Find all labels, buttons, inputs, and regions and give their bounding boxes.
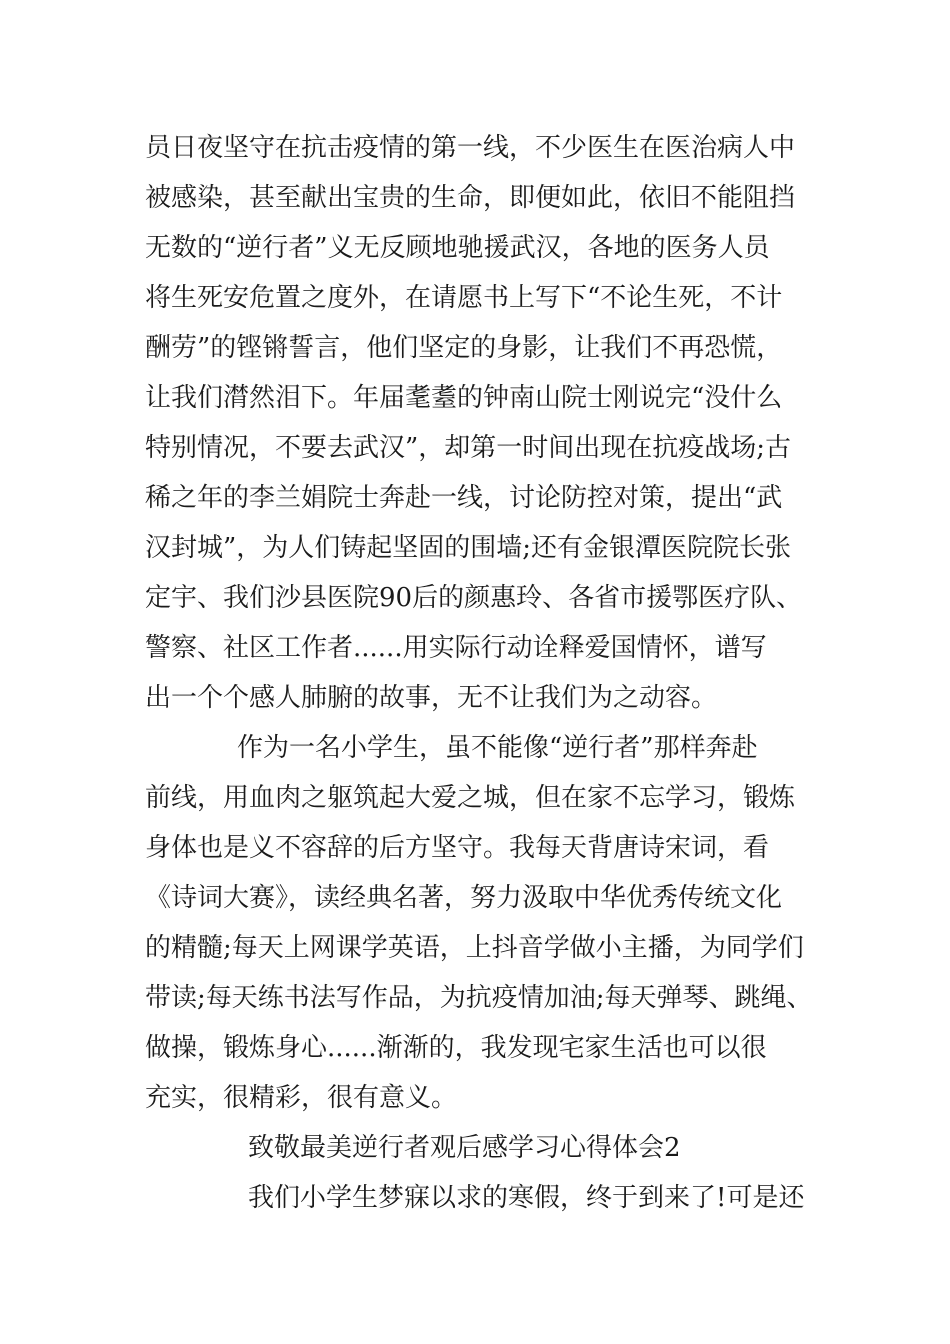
text-line: 将生死安危置之度外，在请愿书上写下“不论生死，不计 [145,283,783,313]
text-line: 酬劳”的铿锵誓言，他们坚定的身影，让我们不再恐慌， [145,333,783,363]
text-line: 稀之年的李兰娟院士奔赴一线，讨论防控对策，提出“武 [145,483,783,513]
text-line: 出一个个感人肺腑的故事，无不让我们为之动容。 [145,683,718,713]
text-line: 员日夜坚守在抗击疫情的第一线，不少医生在医治病人中 [145,133,796,163]
text-line: 汉封城”，为人们铸起坚固的围墙;还有金银潭医院院长张 [145,533,792,563]
text-line: 警察、社区工作者......用实际行动诠释爱国情怀，谱写 [145,633,767,663]
text-line: 身体也是义不容辞的后方坚守。我每天背唐诗宋词，看 [145,833,770,863]
section-heading: 致敬最美逆行者观后感学习心得体会2 [248,1133,681,1163]
text-line: 特别情况，不要去武汉”，却第一时间出现在抗疫战场;古 [145,433,792,463]
text-line: 带读;每天练书法写作品，为抗疫情加油;每天弹琴、跳绳、 [145,983,813,1013]
text-line: 充实，很精彩，很有意义。 [145,1083,458,1113]
text-line: 定宇、我们沙县医院90后的颜惠玲、各省市援鄂医疗队、 [145,583,803,613]
text-line: 我们小学生梦寐以求的寒假，终于到来了!可是还 [248,1183,805,1213]
text-line: 让我们潸然泪下。年届耄耋的钟南山院士刚说完“没什么 [145,383,783,413]
text-line: 前线，用血肉之躯筑起大爱之城，但在家不忘学习，锻炼 [145,783,796,813]
text-line: 的精髓;每天上网课学英语，上抖音学做小主播，为同学们 [145,933,804,963]
text-line: 做操，锻炼身心......渐渐的，我发现宅家生活也可以很 [145,1033,767,1063]
text-line: 作为一名小学生，虽不能像“逆行者”那样奔赴 [237,733,758,763]
text-line: 无数的“逆行者”义无反顾地驰援武汉，各地的医务人员 [145,233,770,263]
text-line: 《诗词大赛》，读经典名著，努力汲取中华优秀传统文化 [145,883,783,913]
text-line: 被感染，甚至献出宝贵的生命，即便如此，依旧不能阻挡 [145,183,796,213]
